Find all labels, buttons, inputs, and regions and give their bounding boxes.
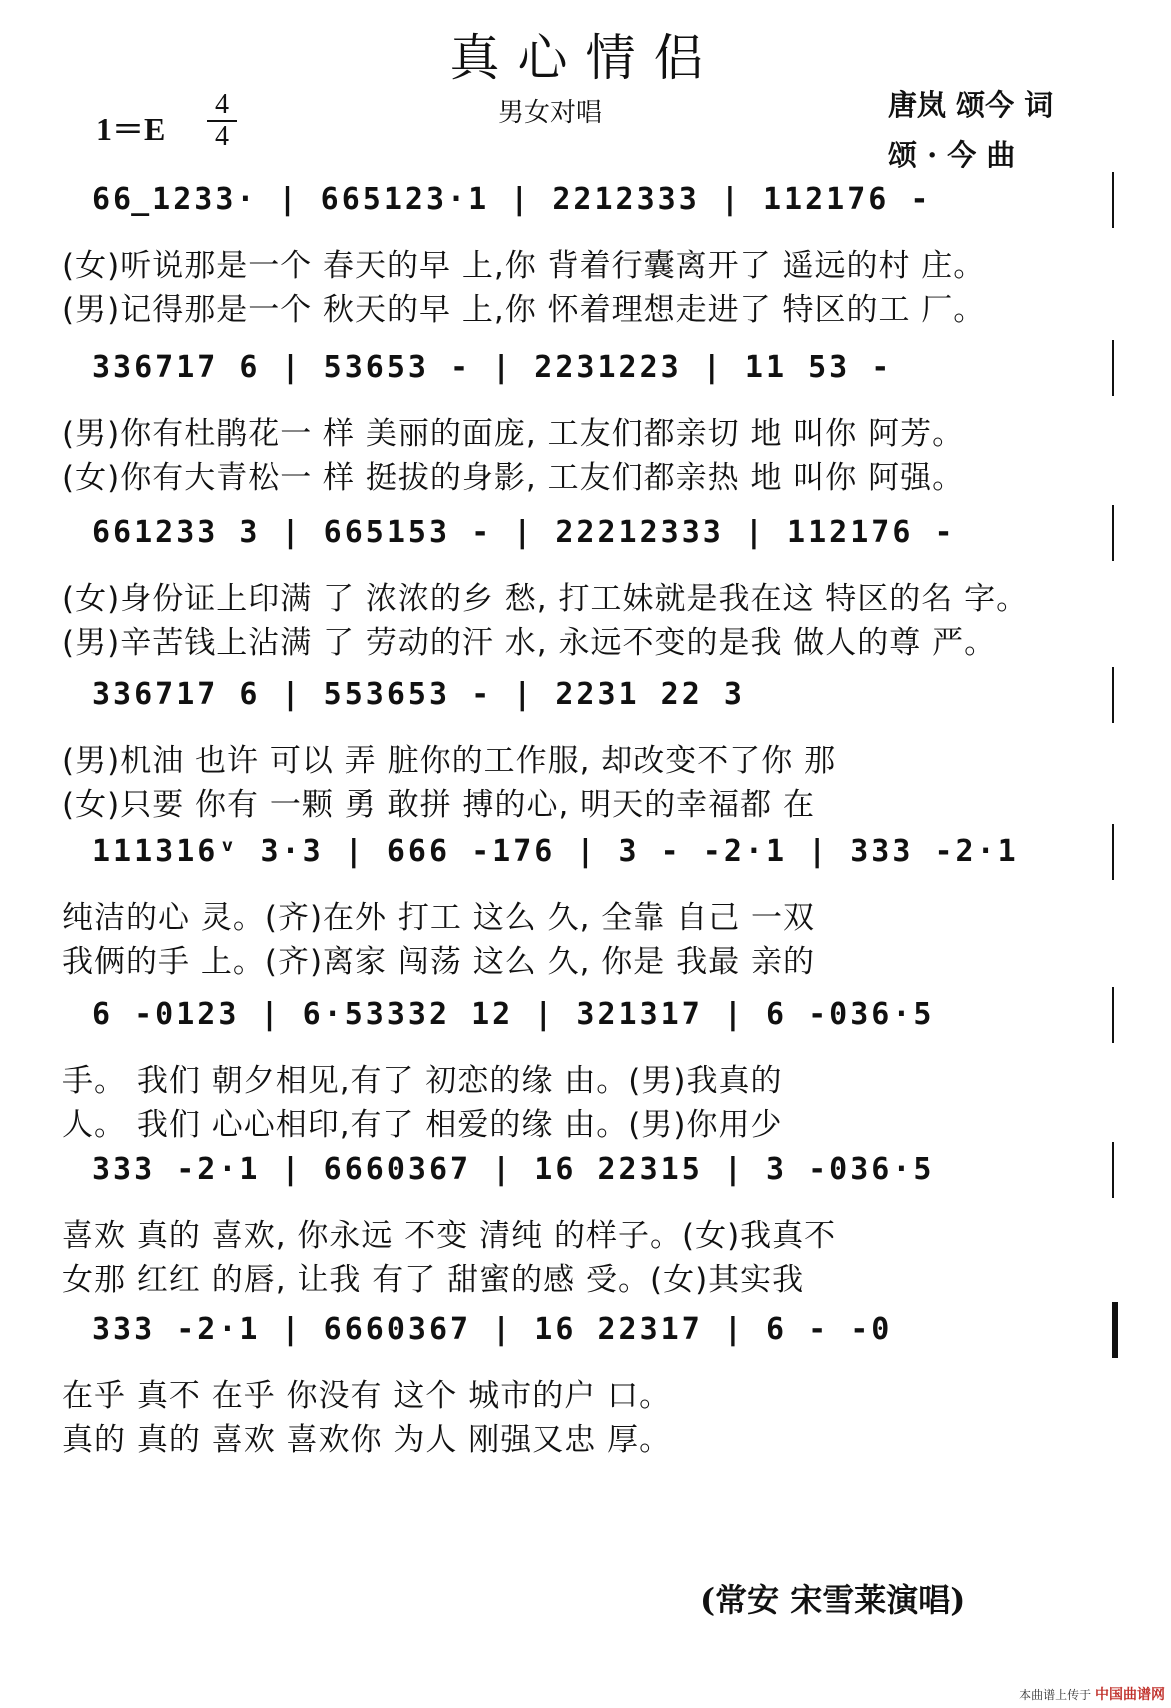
lyric-line-2: 我俩的手 上。(齐)离家 闯荡 这么 久, 你是 我最 亲的 [62, 944, 816, 980]
notation-text: 333 -2·1 | 6660367 | 16 22315 | 3 -036·5 [92, 1152, 935, 1187]
notation-line [92, 1140, 1114, 1200]
notation-line [92, 170, 1114, 230]
lyric-line-1: (女)身份证上印满 了 浓浓的乡 愁, 打工妹就是我在这 特区的名 字。 [62, 581, 1029, 617]
notation-line [92, 1300, 1114, 1360]
barline [1112, 340, 1114, 396]
lyric-line-2: (男)辛苦钱上沾满 了 劳动的汗 水, 永远不变的是我 做人的尊 严。 [62, 625, 997, 661]
time-signature-bottom: 4 [215, 121, 229, 152]
time-signature [205, 90, 239, 152]
barline [1112, 1142, 1114, 1198]
notation-text: 66̲1233· | 665123·1 | 2212333 | 112176 - [92, 182, 932, 217]
time-signature-top: 4 [215, 89, 229, 120]
lyric-line-2: (女)你有大青松一 样 挺拔的身影, 工友们都亲热 地 叫你 阿强。 [62, 460, 965, 496]
notation-line [92, 338, 1114, 398]
key-signature: 1＝E [96, 111, 166, 147]
lyric-line-1: (男)机油 也许 可以 弄 脏你的工作服, 却改变不了你 那 [62, 743, 837, 779]
lyric-line-1: 手。 我们 朝夕相见,有了 初恋的缘 由。(男)我真的 [62, 1063, 783, 1099]
barline [1112, 1302, 1118, 1358]
watermark-prefix: 本曲谱上传于 [1019, 1688, 1092, 1702]
notation-text: 661233 3 | 665153 - | 22212333 | 112176 - [92, 515, 956, 550]
composer-credit: 颂 · 今 曲 [888, 138, 1016, 172]
notation-text: 6 -0123 | 6·53332 12 | 321317 | 6 -036·5 [92, 997, 935, 1032]
notation-text: 333 -2·1 | 6660367 | 16 22317 | 6 - -0 [92, 1312, 893, 1347]
notation-line [92, 665, 1114, 725]
notation-text: 336717 6 | 53653 - | 2231223 | 11 53 - [92, 350, 893, 385]
lyric-line-2: (女)只要 你有 一颗 勇 敢拼 搏的心, 明天的幸福都 在 [62, 787, 816, 823]
song-subtitle: 男女对唱 [497, 98, 602, 128]
barline [1112, 172, 1114, 228]
barline [1112, 987, 1114, 1043]
credits [888, 80, 1053, 180]
performers-credit: (常安 宋雪莱演唱) [700, 1581, 966, 1619]
lyric-line-2: (男)记得那是一个 秋天的早 上,你 怀着理想走进了 特区的工 厂。 [62, 292, 986, 328]
lyric-line-1: 纯洁的心 灵。(齐)在外 打工 这么 久, 全靠 自己 一双 [62, 900, 816, 936]
barline [1112, 667, 1114, 723]
lyric-line-1: 在乎 真不 在乎 你没有 这个 城市的户 口。 [62, 1378, 672, 1414]
notation-line [92, 985, 1114, 1045]
watermark-site: 中国曲谱网 [1095, 1687, 1165, 1703]
lyric-line-2: 真的 真的 喜欢 喜欢你 为人 刚强又忠 厚。 [62, 1422, 672, 1458]
lyricist-credit: 唐岚 颂今 词 [888, 88, 1054, 122]
song-title: 真心情侣 [449, 29, 722, 87]
lyric-line-1: (女)听说那是一个 春天的早 上,你 背着行囊离开了 遥远的村 庄。 [62, 248, 986, 284]
barline [1112, 824, 1114, 880]
notation-line [92, 822, 1114, 882]
watermark [1019, 1684, 1165, 1704]
lyric-line-1: (男)你有杜鹃花一 样 美丽的面庞, 工友们都亲切 地 叫你 阿芳。 [62, 416, 965, 452]
barline [1112, 505, 1114, 561]
notation-line [92, 503, 1114, 563]
lyric-line-2: 女那 红红 的唇, 让我 有了 甜蜜的感 受。(女)其实我 [62, 1262, 805, 1298]
notation-text: 336717 6 | 553653 - | 2231 22 3 [92, 677, 745, 712]
lyric-line-1: 喜欢 真的 喜欢, 你永远 不变 清纯 的样子。(女)我真不 [62, 1218, 837, 1254]
lyric-line-2: 人。 我们 心心相印,有了 相爱的缘 由。(男)你用少 [62, 1107, 783, 1143]
notation-text: 111316ᵛ 3·3 | 666 -176 | 3 - -2·1 | 333 -2·1 [92, 834, 1019, 869]
